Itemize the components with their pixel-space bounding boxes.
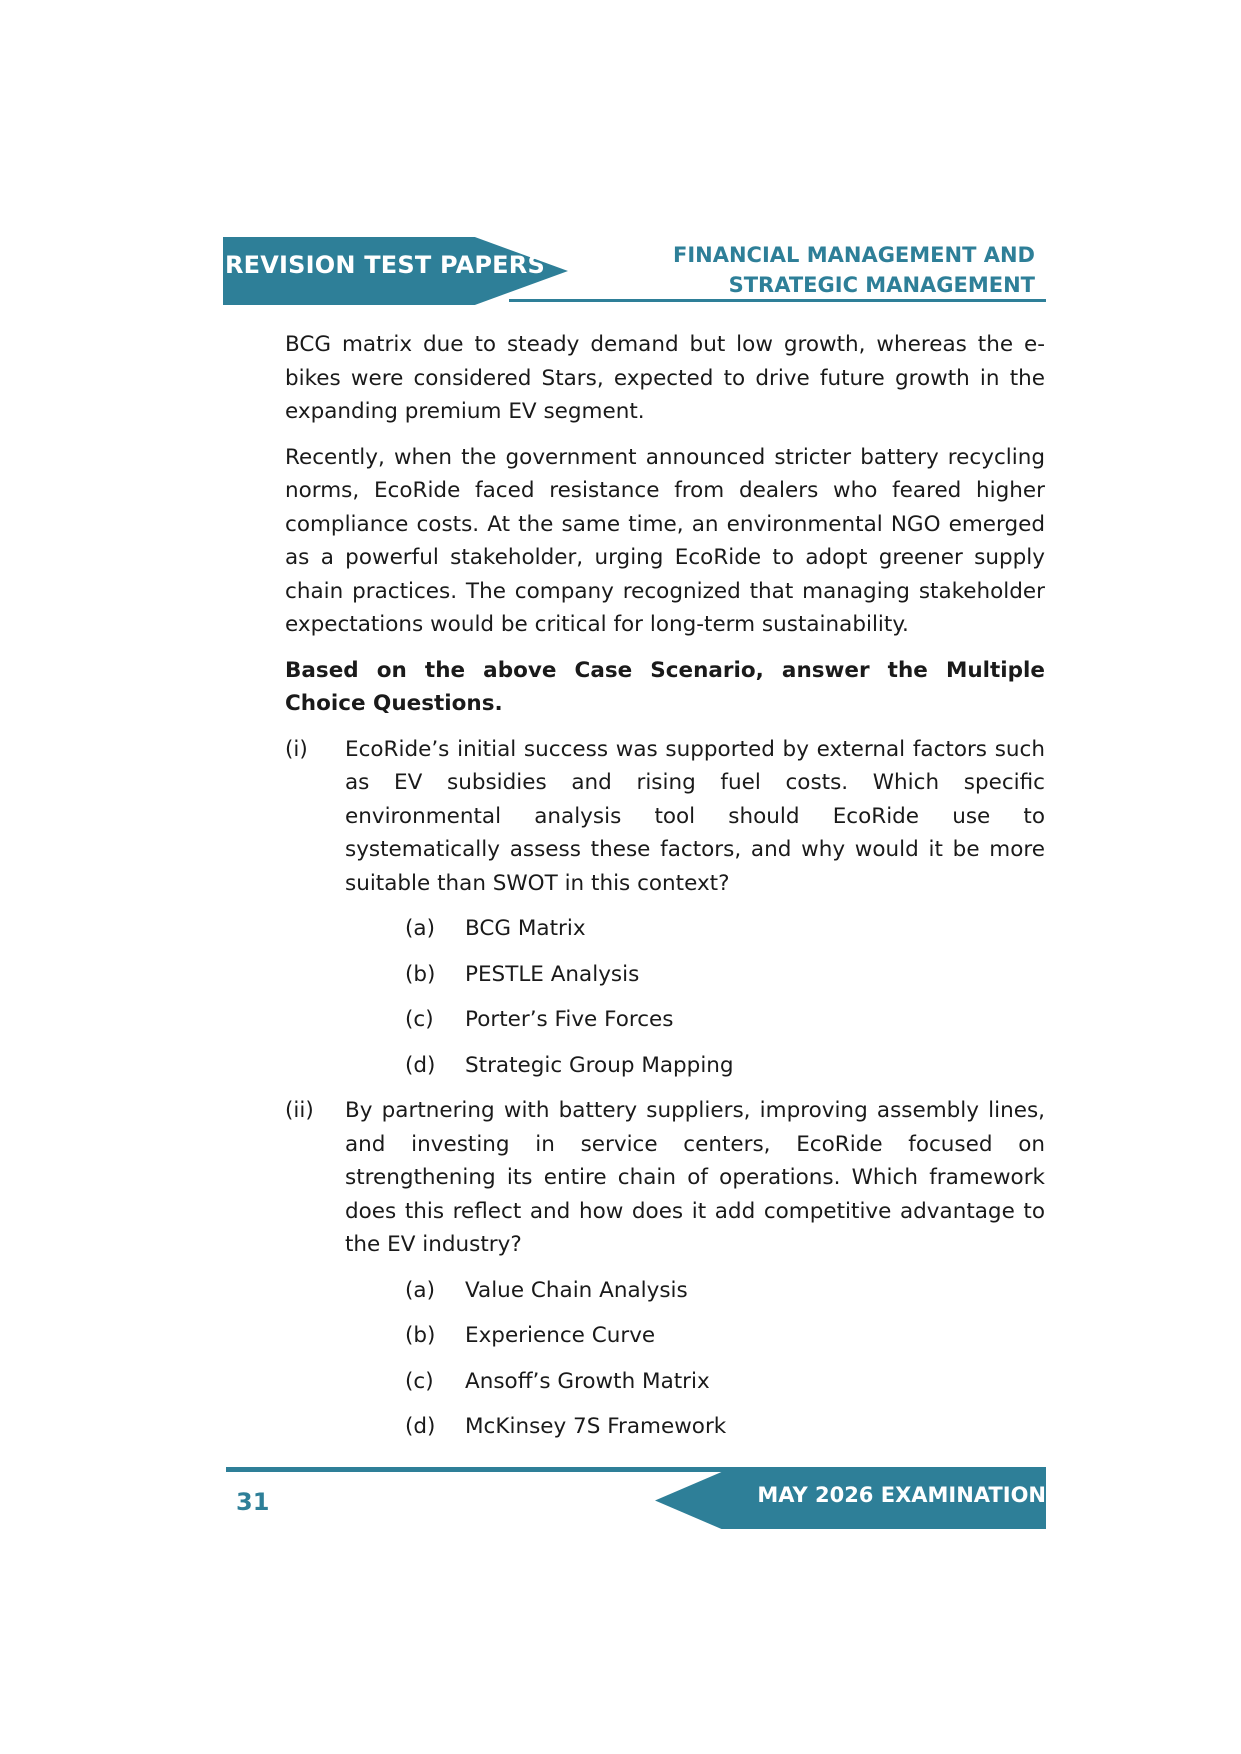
paragraph: BCG matrix due to steady demand but low growth, whereas the e-bikes were considered Stars, expected to drive future growth in the expanding premium EV segment. bbox=[285, 332, 1045, 424]
option-letter: (d) bbox=[405, 1052, 436, 1078]
option-text: McKinsey 7S Framework bbox=[465, 1414, 727, 1439]
option-a bbox=[405, 1274, 1045, 1308]
option-text: Value Chain Analysis bbox=[465, 1277, 688, 1303]
header-tag-label: REVISION TEST PAPERS bbox=[225, 251, 545, 279]
subject-title bbox=[673, 240, 1035, 300]
option-c bbox=[405, 1365, 1045, 1399]
option-letter: (b) bbox=[405, 1323, 436, 1348]
option-letter: (a) bbox=[405, 1277, 435, 1303]
option-d bbox=[405, 1049, 1045, 1083]
option-d bbox=[405, 1410, 1045, 1444]
question-2 bbox=[285, 1094, 1045, 1444]
exam-label: MAY 2026 EXAMINATION bbox=[757, 1483, 1046, 1507]
option-letter: (b) bbox=[405, 961, 436, 987]
option-letter: (c) bbox=[405, 1368, 434, 1394]
option-b bbox=[405, 1319, 1045, 1353]
option-c bbox=[405, 1003, 1045, 1037]
instruction: Based on the above Case Scenario, answer the Multiple Choice Questions. bbox=[285, 657, 1045, 716]
option-letter: (a) bbox=[405, 916, 435, 941]
option-letter: (d) bbox=[405, 1414, 436, 1439]
question-text: By partnering with battery suppliers, improving assembly lines, and investing in service centers, EcoRide focused on strengthening its entire chain of operations. Which framework does this reflect and how does it add competitive advantage to the EV industry? bbox=[345, 1098, 1045, 1257]
page-number: 31 bbox=[236, 1488, 270, 1516]
paragraph: Recently, when the government announced stricter battery recycling norms, EcoRide faced resistance from dealers who feared higher compliance costs. At the same time, an environmental NGO emerged as a powerful stakeholder, urging EcoRide to adopt greener supply chain practices. The company recognized that managing stakeholder expectations would be critical for long-term sustainability. bbox=[285, 444, 1045, 637]
question-number: (ii) bbox=[285, 1098, 314, 1123]
option-text: Experience Curve bbox=[465, 1323, 656, 1348]
question-text: EcoRide’s initial success was supported by external factors such as EV subsidies and rising fuel costs. Which specific environmental analysis tool should EcoRide use to systematically assess these factors, and why would it be more suitable than SWOT in this context? bbox=[345, 736, 1045, 896]
page-content bbox=[285, 328, 1045, 1456]
option-text: Ansoff’s Growth Matrix bbox=[465, 1368, 710, 1394]
question-body bbox=[345, 1094, 1045, 1444]
question-body bbox=[345, 733, 1045, 1083]
option-text: PESTLE Analysis bbox=[465, 961, 640, 987]
header-rule bbox=[509, 299, 1046, 302]
subject-title-line2: STRATEGIC MANAGEMENT bbox=[728, 273, 1035, 297]
option-a bbox=[405, 912, 1045, 946]
footer-rule bbox=[226, 1467, 1046, 1472]
question-number: (i) bbox=[285, 736, 308, 762]
option-text: Porter’s Five Forces bbox=[465, 1007, 674, 1032]
subject-title-line1: FINANCIAL MANAGEMENT AND bbox=[672, 243, 1035, 267]
option-b bbox=[405, 958, 1045, 992]
question-1 bbox=[285, 733, 1045, 1083]
option-text: BCG Matrix bbox=[465, 916, 586, 941]
option-letter: (c) bbox=[405, 1007, 434, 1032]
option-text: Strategic Group Mapping bbox=[465, 1052, 734, 1078]
